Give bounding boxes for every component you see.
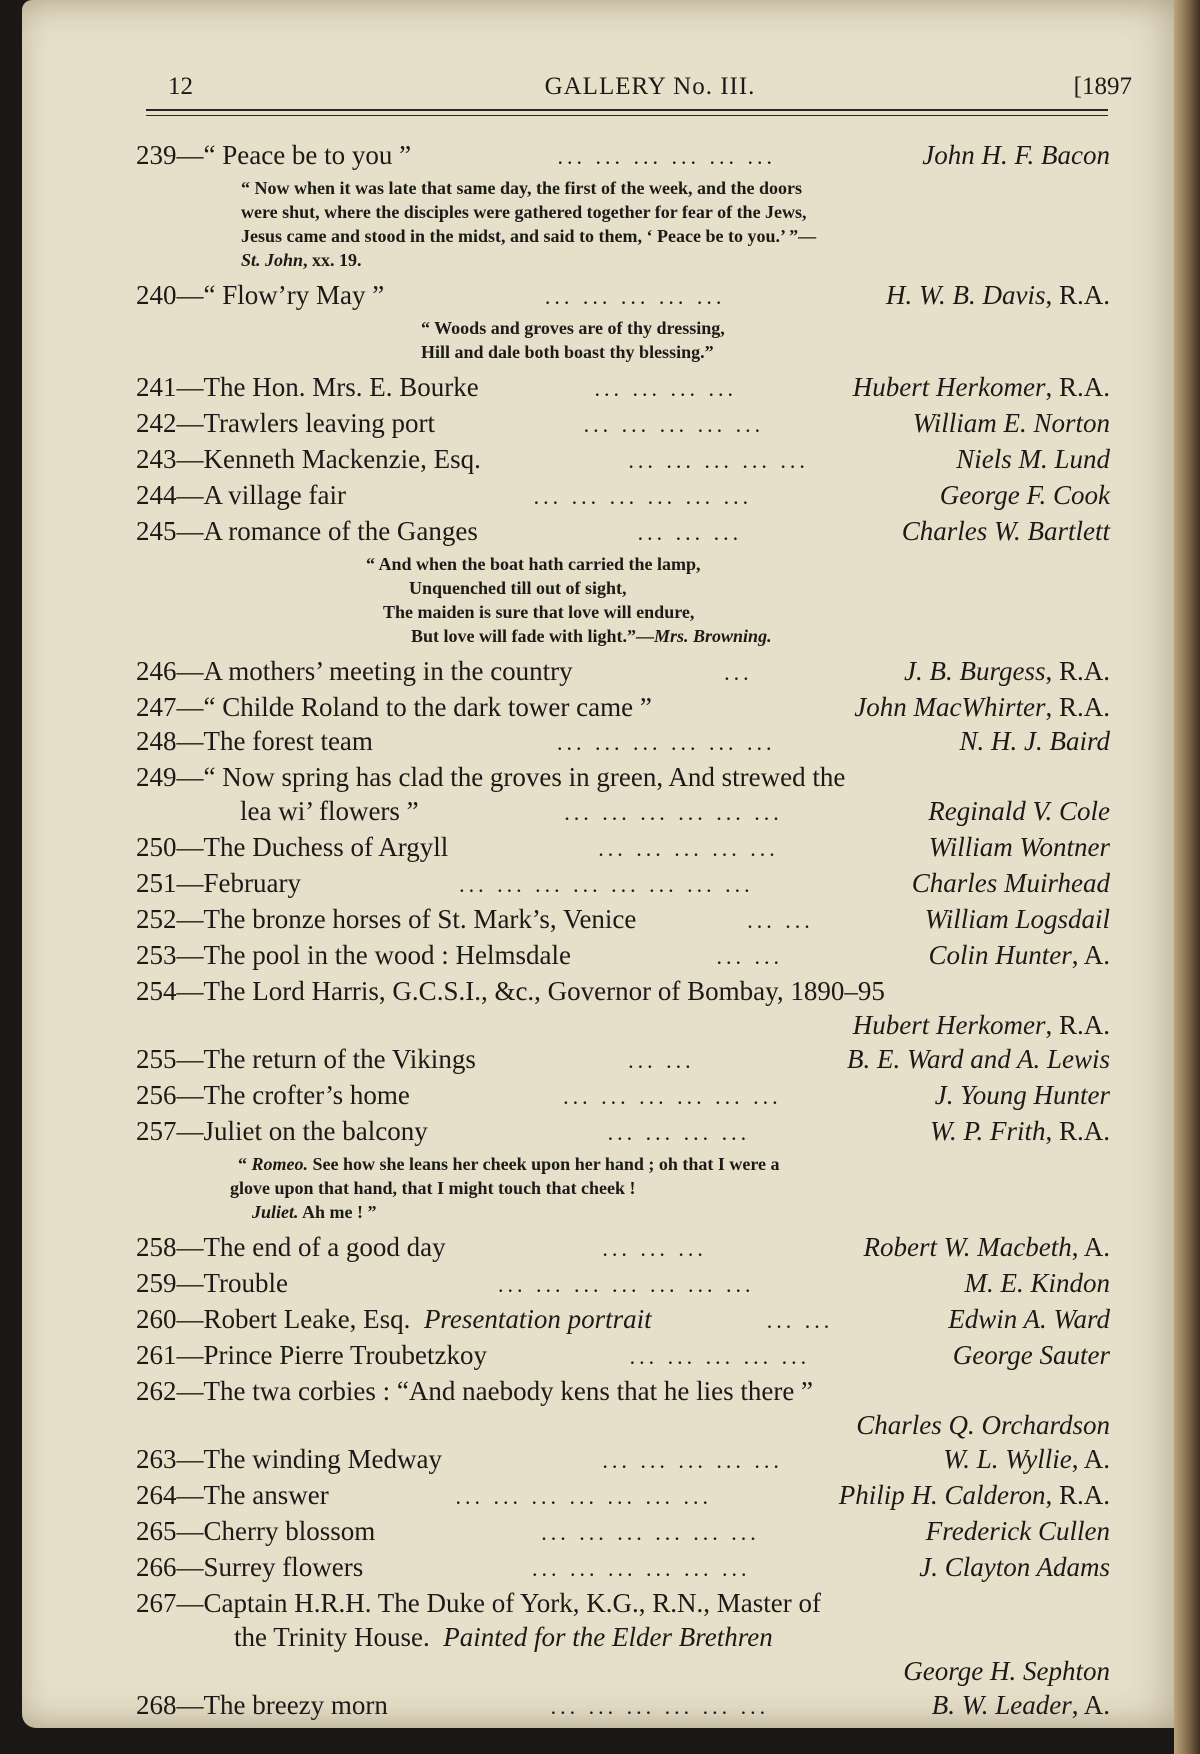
entry-247 [136,690,1110,724]
entry-253 [136,938,1110,974]
entry-241 [136,370,1110,406]
entry-title: 267—Captain H.R.H. The Duke of York, K.G., R.N., Master of [136,1588,821,1618]
entry-title: 259—Trouble [136,1268,289,1298]
leader-dots: ... ... [766,1308,834,1333]
entry-artist: John MacWhirter, R.A. [854,692,1110,722]
entry-252 [136,902,1110,938]
page-header [168,73,1132,113]
entry-245 [136,514,1110,550]
entry-title: 261—Prince Pierre Troubetzkoy [136,1340,487,1370]
entry-263 [136,1442,1110,1478]
leader-dots: ... ... ... ... ... ... [557,144,776,169]
leader-dots: ... ... ... ... ... [602,1448,783,1473]
quote-257: “ Romeo. See how she leans her cheek upon her hand ; oh that I were a glove upon that hand, that I might touch that cheek ! Juliet. Ah me ! ” [230,1154,780,1222]
entry-254 [136,974,1110,1042]
entry-title: 256—The crofter’s home [136,1080,410,1110]
entry-artist: Philip H. Calderon, R.A. [838,1480,1110,1510]
entry-title: 243—Kenneth Mackenzie, Esq. [136,444,481,474]
quote-245: “ And when the boat hath carried the lamp, Unquenched till out of sight, The maiden is sure that love will endure, But love will fade with light.”—Mrs. Browning. [366,554,772,646]
entry-artist: George F. Cook [939,480,1110,510]
entry-title: 254—The Lord Harris, G.C.S.I., &c., Governor of Bombay, 1890–95 [136,976,885,1006]
entry-244 [136,478,1110,514]
entry-artist: William Logsdail [924,904,1110,934]
leader-dots: ... ... ... ... ... [629,1344,811,1369]
entry-artist: William E. Norton [912,408,1110,438]
leader-dots: ... ... ... ... ... ... ... ... [459,872,754,897]
entry-title: 263—The winding Medway [136,1444,442,1474]
leader-dots: ... ... ... ... ... ... ... [498,1272,755,1297]
entry-title: 241—The Hon. Mrs. E. Bourke [136,372,479,402]
leader-dots: ... ... [628,1048,695,1073]
entry-artist: J. Clayton Adams [919,1552,1110,1582]
entry-title: 255—The return of the Vikings [136,1044,476,1074]
entry-title-continued: lea wi’ flowers ” [240,796,419,826]
entry-title: 258—The end of a good day [136,1232,446,1262]
leader-dots: ... ... [747,908,814,933]
header-rule-bottom [146,115,1108,116]
leader-dots: ... ... ... ... [594,376,737,401]
entry-title: 265—Cherry blossom [136,1516,376,1546]
entry-artist: M. E. Kindon [964,1268,1110,1298]
entry-artist: Robert W. Macbeth, A. [863,1232,1110,1262]
entry-artist: H. W. B. Davis, R.A. [885,280,1110,310]
entry-title: 248—The forest team [136,726,373,756]
entry-artist: N. H. J. Baird [959,726,1110,756]
entry-artist: Charles Muirhead [911,868,1110,898]
entry-259 [136,1266,1110,1302]
entry-248 [136,724,1110,760]
entry-257 [136,1114,1110,1150]
page-year: [1897 [1073,73,1132,100]
entry-265 [136,1514,1110,1550]
entry-artist: Charles W. Bartlett [901,516,1110,546]
entry-artist: Colin Hunter, A. [928,940,1110,970]
leader-dots: ... ... ... ... ... [598,836,779,861]
leader-dots: ... ... ... ... ... ... [541,1520,760,1545]
entry-243 [136,442,1110,478]
entry-251 [136,866,1110,902]
entry-artist: Frederick Cullen [925,1516,1110,1546]
leader-dots: ... ... ... ... ... [583,412,765,437]
entry-title: 245—A romance of the Ganges [136,516,478,546]
entry-249 [136,760,1110,830]
leader-dots: ... ... ... ... ... [628,448,809,473]
entry-title: 247—“ Childe Roland to the dark tower came ” [136,692,652,722]
book-spine-edge [1174,0,1200,1754]
leader-dots: ... ... ... ... [607,1120,751,1145]
entry-title: 240—“ Flow’ry May ” [136,280,385,310]
entry-title-continued: the Trinity House. Painted for the Elder Brethren [234,1622,773,1652]
entry-title: 251—February [136,868,301,898]
leader-dots: ... ... ... ... ... ... [533,484,753,509]
entry-title: 246—A mothers’ meeting in the country [136,656,573,686]
entry-artist: Hubert Herkomer, R.A. [852,372,1110,402]
page-number: 12 [168,73,193,100]
entry-title: 257—Juliet on the balcony [136,1116,428,1146]
entry-artist: William Wontner [928,832,1110,862]
entry-artist: J. Young Hunter [934,1080,1110,1110]
entry-artist: W. P. Frith, R.A. [929,1116,1110,1146]
entry-250 [136,830,1110,866]
entry-title: 250—The Duchess of Argyll [136,832,449,862]
entry-artist: W. L. Wyllie, A. [943,1444,1110,1474]
entry-255 [136,1042,1110,1078]
leader-dots: ... ... ... [602,1236,707,1261]
entry-258 [136,1230,1110,1266]
leader-dots: ... ... ... ... ... ... ... [455,1484,712,1509]
leader-dots: ... ... ... [637,520,743,545]
entry-title: 262—The twa corbies : “And naebody kens that he lies there ” [136,1376,814,1406]
entry-261 [136,1338,1110,1374]
entry-artist: B. E. Ward and A. Lewis [846,1044,1110,1074]
entry-artist: George Sauter [952,1340,1110,1370]
entry-240 [136,278,1110,314]
entry-artist: B. W. Leader, A. [931,1690,1110,1720]
entry-artist: J. B. Burgess, R.A. [904,656,1110,686]
entry-artist: Hubert Herkomer, R.A. [852,1010,1110,1040]
entry-title: 253—The pool in the wood : Helmsdale [136,940,571,970]
entry-title: 260—Robert Leake, Esq. Presentation portrait [136,1304,652,1334]
entry-title: 249—“ Now spring has clad the groves in green, And strewed the [136,762,846,792]
entry-239 [136,138,1110,174]
leader-dots: ... ... [716,944,783,969]
leader-dots: ... ... ... ... ... [544,284,726,309]
entry-266 [136,1550,1110,1586]
quote-240: “ Woods and groves are of thy dressing, Hill and dale both boast thy blessing.” [421,318,725,362]
leader-dots: ... [724,660,753,685]
entry-title: 242—Trawlers leaving port [136,408,435,438]
page-title: GALLERY No. III. [544,73,756,100]
leader-dots: ... ... ... ... ... ... [531,1556,751,1581]
entry-title: 244—A village fair [136,480,346,510]
entry-267 [136,1586,1110,1688]
entry-artist: John H. F. Bacon [922,140,1110,170]
quote-239: “ Now when it was late that same day, the first of the week, and the doors were shut, where the disciples were gathered together for fear of the Jews, Jesus came and stood in the midst, and said to them, ‘ Peace be to you.’ ”— St. John, xx. 19. [241,178,817,270]
header-rule-top [146,109,1108,111]
entry-260 [136,1302,1110,1338]
entry-268 [136,1688,1110,1724]
entry-artist: Reginald V. Cole [928,796,1110,826]
leader-dots: ... ... ... ... ... ... [550,1694,770,1719]
catalogue-entries [136,138,1110,1724]
entry-title: 252—The bronze horses of St. Mark’s, Venice [136,904,637,934]
entry-artist: Edwin A. Ward [948,1304,1110,1334]
entry-artist: George H. Sephton [903,1656,1110,1686]
entry-title: 264—The answer [136,1480,329,1510]
entry-title: 266—Surrey flowers [136,1552,364,1582]
entry-title: 239—“ Peace be to you ” [136,140,412,170]
entry-title: 268—The breezy morn [136,1690,388,1720]
leader-dots: ... ... ... ... ... ... [564,800,783,825]
entry-262 [136,1374,1110,1442]
leader-dots: ... ... ... ... ... ... [563,1084,782,1109]
entry-242 [136,406,1110,442]
leader-dots: ... ... ... ... ... ... [556,730,776,755]
entry-264 [136,1478,1110,1514]
entry-246 [136,654,1110,690]
entry-artist: Charles Q. Orchardson [856,1410,1110,1440]
entry-256 [136,1078,1110,1114]
entry-artist: Niels M. Lund [956,444,1110,474]
